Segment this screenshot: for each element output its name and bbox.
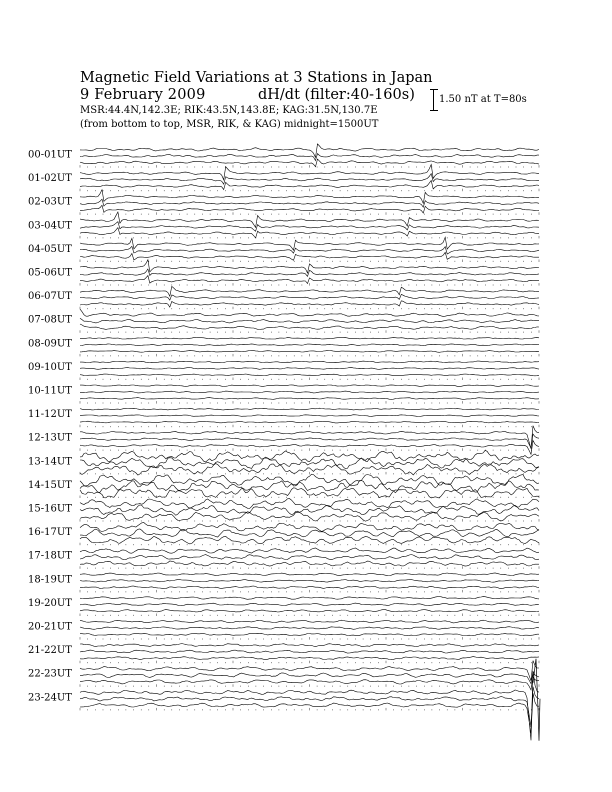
row-label-22-23UT: 22-23UT [28, 668, 72, 680]
row-label-05-06UT: 05-06UT [28, 267, 72, 279]
tick-row-09-10UT [80, 378, 539, 381]
tick-row-05-06UT [80, 283, 539, 286]
trace-10-11UT-KAG [80, 398, 539, 400]
trace-09-10UT-KAG [80, 374, 539, 376]
trace-17-18UT-MSR [80, 548, 539, 553]
trace-16-17UT-RIK [80, 529, 539, 537]
trace-04-05UT-MSR [80, 237, 539, 250]
row-label-15-16UT: 15-16UT [28, 503, 72, 515]
trace-12-13UT-RIK [80, 434, 539, 448]
row-label-17-18UT: 17-18UT [28, 550, 72, 562]
tick-row-18-19UT [80, 590, 539, 593]
trace-03-04UT-RIK [80, 222, 539, 232]
tick-row-15-16UT [80, 519, 539, 522]
trace-17-18UT-KAG [80, 561, 539, 566]
trace-10-11UT-RIK [80, 391, 539, 393]
trace-06-07UT-RIK [80, 294, 539, 300]
trace-21-22UT-KAG [80, 657, 539, 660]
scale-label: 1.50 nT at T=80s [439, 94, 527, 105]
tick-row-21-22UT [80, 661, 539, 664]
trace-10-11UT-MSR [80, 385, 539, 387]
tick-row-22-23UT [80, 684, 539, 687]
tick-row-16-17UT [80, 543, 539, 546]
row-label-08-09UT: 08-09UT [28, 338, 72, 350]
trace-06-07UT-KAG [80, 301, 539, 307]
tick-row-03-04UT [80, 236, 539, 239]
row-label-20-21UT: 20-21UT [28, 621, 72, 633]
trace-05-06UT-RIK [80, 269, 539, 276]
trace-21-22UT-RIK [80, 650, 539, 653]
row-label-14-15UT: 14-15UT [28, 479, 72, 491]
trace-01-02UT-RIK [80, 174, 539, 185]
trace-18-19UT-RIK [80, 580, 539, 583]
trace-01-02UT-KAG [80, 181, 539, 190]
tick-row-01-02UT [80, 189, 539, 192]
trace-09-10UT-RIK [80, 367, 539, 369]
row-label-01-02UT: 01-02UT [28, 173, 72, 185]
row-label-21-22UT: 21-22UT [28, 645, 72, 657]
trace-07-08UT-RIK [80, 318, 539, 323]
trace-15-16UT-MSR [80, 499, 539, 509]
quantity-text: dH/dt (filter:40-160s) [258, 87, 415, 103]
trace-20-21UT-RIK [80, 627, 539, 630]
trace-11-12UT-RIK [80, 415, 539, 417]
row-label-02-03UT: 02-03UT [28, 196, 72, 208]
end-excursion-trace [533, 659, 540, 741]
tick-row-23-24UT [80, 708, 539, 711]
trace-22-23UT-MSR [80, 661, 539, 681]
row-label-18-19UT: 18-19UT [28, 574, 72, 586]
trace-11-12UT-MSR [80, 408, 539, 410]
order-note: (from bottom to top, MSR, RIK, & KAG) midnight=1500UT [80, 119, 379, 130]
tick-row-06-07UT [80, 307, 539, 310]
row-label-04-05UT: 04-05UT [28, 243, 72, 255]
row-labels [28, 150, 72, 704]
trace-21-22UT-MSR [80, 644, 539, 647]
trace-07-08UT-MSR [80, 309, 539, 316]
row-label-11-12UT: 11-12UT [28, 409, 72, 421]
trace-02-03UT-KAG [80, 205, 539, 213]
row-label-16-17UT: 16-17UT [28, 527, 72, 539]
tick-row-08-09UT [80, 354, 539, 357]
trace-02-03UT-RIK [80, 199, 539, 207]
row-label-03-04UT: 03-04UT [28, 220, 72, 232]
trace-18-19UT-MSR [80, 573, 539, 576]
row-label-00-01UT: 00-01UT [28, 149, 72, 161]
tick-row-00-01UT [80, 165, 539, 168]
trace-08-09UT-KAG [80, 350, 539, 352]
tick-row-14-15UT [80, 496, 539, 499]
trace-16-17UT-MSR [80, 523, 539, 532]
trace-18-19UT-KAG [80, 586, 539, 589]
trace-20-21UT-KAG [80, 634, 539, 636]
trace-19-20UT-KAG [80, 610, 539, 612]
trace-15-16UT-RIK [80, 505, 539, 515]
tick-row-02-03UT [80, 212, 539, 215]
trace-08-09UT-MSR [80, 338, 539, 340]
row-label-19-20UT: 19-20UT [28, 597, 72, 609]
tick-row-17-18UT [80, 566, 539, 569]
row-label-07-08UT: 07-08UT [28, 314, 72, 326]
trace-20-21UT-MSR [80, 620, 539, 623]
trace-04-05UT-RIK [80, 246, 539, 254]
trace-17-18UT-RIK [80, 555, 539, 560]
trace-09-10UT-MSR [80, 361, 539, 363]
trace-19-20UT-RIK [80, 603, 539, 606]
tick-row-07-08UT [80, 330, 539, 333]
date-text: 9 February 2009 [80, 87, 206, 103]
trace-13-14UT-MSR [80, 450, 539, 462]
traces [80, 144, 540, 741]
row-label-09-10UT: 09-10UT [28, 361, 72, 373]
trace-04-05UT-KAG [80, 252, 539, 260]
tick-row-10-11UT [80, 401, 539, 404]
trace-22-23UT-KAG [80, 677, 539, 690]
trace-12-13UT-KAG [80, 441, 539, 455]
row-label-10-11UT: 10-11UT [28, 385, 72, 397]
trace-00-01UT-RIK [80, 154, 539, 161]
trace-07-08UT-KAG [80, 324, 539, 330]
trace-05-06UT-KAG [80, 276, 539, 284]
tick-row-12-13UT [80, 448, 539, 451]
tick-row-04-05UT [80, 260, 539, 263]
row-label-23-24UT: 23-24UT [28, 692, 72, 704]
row-label-12-13UT: 12-13UT [28, 432, 72, 444]
tick-row-20-21UT [80, 637, 539, 640]
stations-text: MSR:44.4N,142.3E; RIK:43.5N,143.8E; KAG:31.5N,130.7E [80, 105, 378, 116]
trace-19-20UT-MSR [80, 597, 539, 600]
trace-06-07UT-MSR [80, 286, 539, 296]
trace-02-03UT-MSR [80, 190, 539, 204]
tick-row-19-20UT [80, 614, 539, 617]
trace-11-12UT-KAG [80, 421, 539, 423]
chart-title: Magnetic Field Variations at 3 Stations in Japan [80, 70, 433, 86]
tick-row-11-12UT [80, 425, 539, 428]
row-label-13-14UT: 13-14UT [28, 456, 72, 468]
row-label-06-07UT: 06-07UT [28, 291, 72, 303]
trace-08-09UT-RIK [80, 344, 539, 346]
